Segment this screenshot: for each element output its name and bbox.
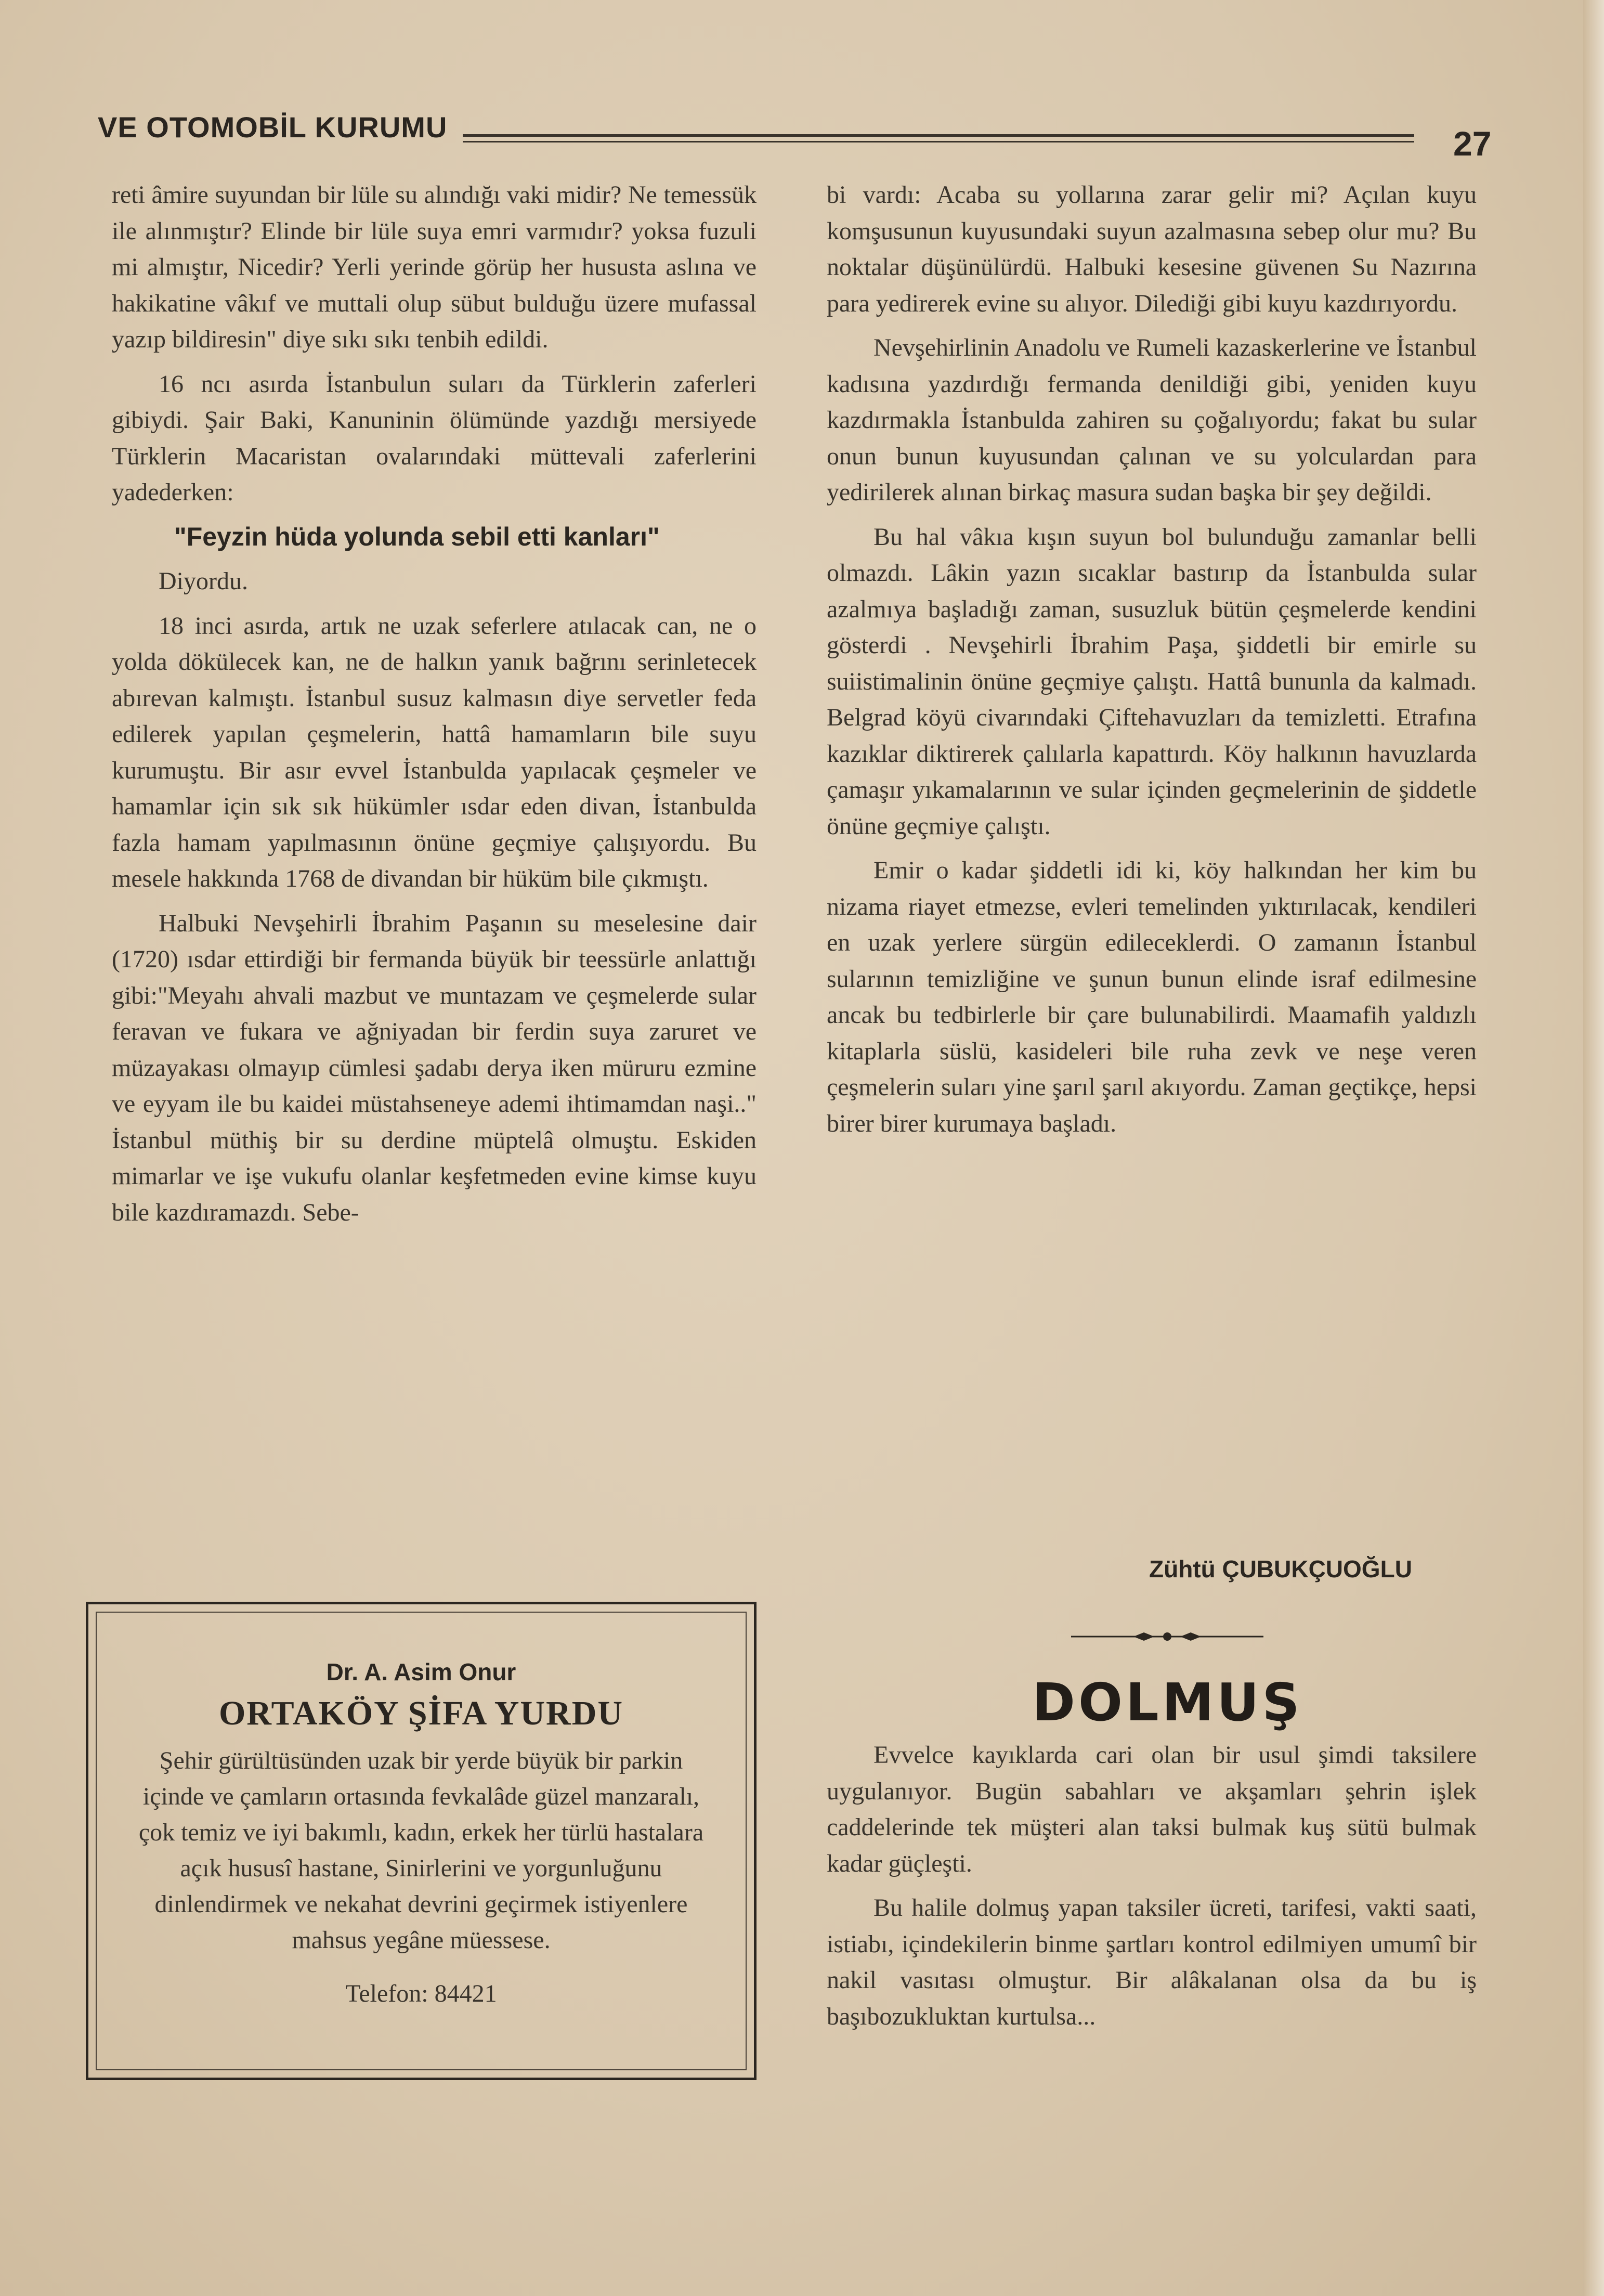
paragraph: Emir o kadar şiddetli idi ki, köy halkından her kim bu nizama riayet etmezse, evleri temelinden yıktırılacak, kendileri en uzak yerlere sürgün edileceklerdi. O zamanın İstanbul sularının temizliğine ve şunun bunun elinde israf edilmesine ancak bu tedbirlerle bir çare bulunabilirdi. Maamafih yaldızlı kitaplarla süslü, kasideleri bile ruha zevk ve neşe veren çeşmelerin suları yine şarıl şarıl akıyordu. Zaman geçtikçe, hepsi birer birer kurumaya başladı. — [827, 857, 1477, 1137]
paragraph: Evvelce kayıklarda cari olan bir usul şimdi taksilere uygulanıyor. Bugün sabahları ve akşamları şehrin işlek caddelerinde tek müşteri alan taksi bulmak kuş sütü bulmak kadar güçleşti. — [827, 1741, 1477, 1877]
ad-doctor-name: Dr. A. Asim Onur — [326, 1658, 516, 1685]
paragraph: Diyordu. — [159, 567, 248, 595]
ad-clinic-name: ORTAKÖY ŞİFA YURDU — [218, 1694, 624, 1732]
paragraph: Halbuki Nevşehirli İbrahim Paşanın su meselesine dair (1720) ısdar ettirdiği bir fermanda büyük bir teessürle anlattığı gibi:"Meyahı ahvali mazbut ve muntazam ve çeşmelerde sular feravan ve fukara ve ağniyadan bir ferdin suya zaruret ve müzayakası olmayıp cümlesi şadabı derya iken müruru ezmine ve eyyam ile bu kaidei müstahseneye ademi ihtimamdan naşi.." İstanbul müthiş bir su derdine müptelâ olmuştu. Eskiden mimarlar ve işe vukufu olanlar keşfetmeden evine kimse kuyu bile kazdıramazdı. Sebe- — [112, 909, 757, 1226]
running-header: VE OTOMOBİL KURUMU — [98, 111, 448, 144]
advertisement-box — [86, 1602, 757, 2080]
page-edge — [1583, 0, 1604, 2296]
right-column — [827, 177, 1477, 1150]
left-column — [112, 177, 757, 1239]
paragraph: Nevşehirlinin Anadolu ve Rumeli kazaskerlerine ve İstanbul kadısına yazdırdığı fermanda denildiği gibi, yeniden kuyu kazdırmakla İstanbulda zahiren su çoğalıyordu; fakat bu sular onun bunun kuyusundan çalınan ve su yolculardan para yedirilerek alınan birkaç masura sudan başka bir şey değildi. — [827, 334, 1477, 506]
advertisement-inner-frame — [96, 1612, 747, 2070]
dolmus-article — [827, 1737, 1477, 2043]
verse-quote: "Feyzin hüda yolunda sebil etti kanları" — [174, 522, 660, 551]
section-title: DOLMUŞ — [1032, 1672, 1303, 1733]
paragraph: Bu halile dolmuş yapan taksiler ücreti, tarifesi, vakti saati, istiabı, içindekilerin binme şartları kontrol edilmiyen umumî bir nakil vasıtası olmuştur. Bir alâkalanan olsa da bu iş başıbozukluktan kurtulsa... — [827, 1894, 1477, 2030]
page-number: 27 — [1453, 124, 1492, 163]
paragraph: reti âmire suyundan bir lüle su alındığı vaki midir? Ne temessük ile alınmıştır? Elinde bir lüle suya emri varmıdır? yoksa fuzuli mi almıştır, Nicedir? Yerli yerinde görüp her hususta aslına ve hakikatine vâkıf ve muttali olup sübut bulduğu üzere mufassal yazıp bildiresin" diye sıkı sıkı tenbih edildi. — [112, 181, 757, 353]
ad-phone: Telefon: 84421 — [345, 1980, 497, 2007]
paragraph: Bu hal vâkıa kışın suyun bol bulunduğu zamanlar belli olmazdı. Lâkin yazın sıcaklar bastırıp da İstanbulda sular azalmıya başladığı zaman, susuzluk bütün çeşmelerde kendini gösterdi . Nevşehirli İbrahim Paşa, şiddetli bir emirle su suiistimalinin önüne geçmiye çalıştı. Hattâ bununla da kalmadı. Belgrad köyü civarındaki Çiftehavuzları da temizletti. Etrafına kazıklar diktirerek çalılarla kapattırdı. Köy halkının havuzlarda çamaşır yıkamalarının ve sular içinden geçmelerinin de şiddetle önüne geçmiye çalıştı. — [827, 523, 1477, 840]
ornament-divider-icon — [1071, 1630, 1263, 1643]
ad-description: Şehir gürültüsünden uzak bir yerde büyük bir parkin içinde ve çamların ortasında fevkalâde güzel manzaralı, çok temiz ve iyi bakımlı, kadın, erkek her türlü hastalara açık hususî hastane, Sinirlerini ve yorgunluğunu dinlendirmek ve nekahat devrini geçirmek istiyenlere mahsus yegâne müessese. — [138, 1747, 704, 1954]
author-signature: Zühtü ÇUBUKÇUOĞLU — [1149, 1555, 1412, 1582]
header-rule — [463, 134, 1414, 142]
paragraph: 16 ncı asırda İstanbulun suları da Türklerin zaferleri gibiydi. Şair Baki, Kanuninin ölümünde yazdığı mersiyede Türklerin Macaristan ovalarındaki müttevali zaferlerini yadederken: — [112, 370, 757, 506]
paragraph: bi vardı: Acaba su yollarına zarar gelir mi? Açılan kuyu komşusunun kuyusundaki suyun azalmasına sebep olur mu? Bu noktalar düşünülürdü. Halbuki kesesine güvenen Su Nazırına para yedirerek evine su alıyor. Dilediği gibi kuyu kazdırıyordu. — [827, 181, 1477, 317]
paragraph: 18 inci asırda, artık ne uzak seferlere atılacak can, ne o yolda dökülecek kan, ne de halkın yanık bağrını serinletecek abırevan kalmıştı. İstanbul susuz kalmasın diye servetler feda edilerek yapılan çeşmelerin, hattâ hamamların bile suyu kurumuştu. Bir asır evvel İstanbulda yapılacak çeşmeler ve hamamlar için sık sık hükümler ısdar eden divan, İstanbulda fazla hamam yapılmasının önüne geçmiye çalışıyordu. Bu mesele hakkında 1768 de divandan bir hüküm bile çıkmıştı. — [112, 612, 757, 892]
